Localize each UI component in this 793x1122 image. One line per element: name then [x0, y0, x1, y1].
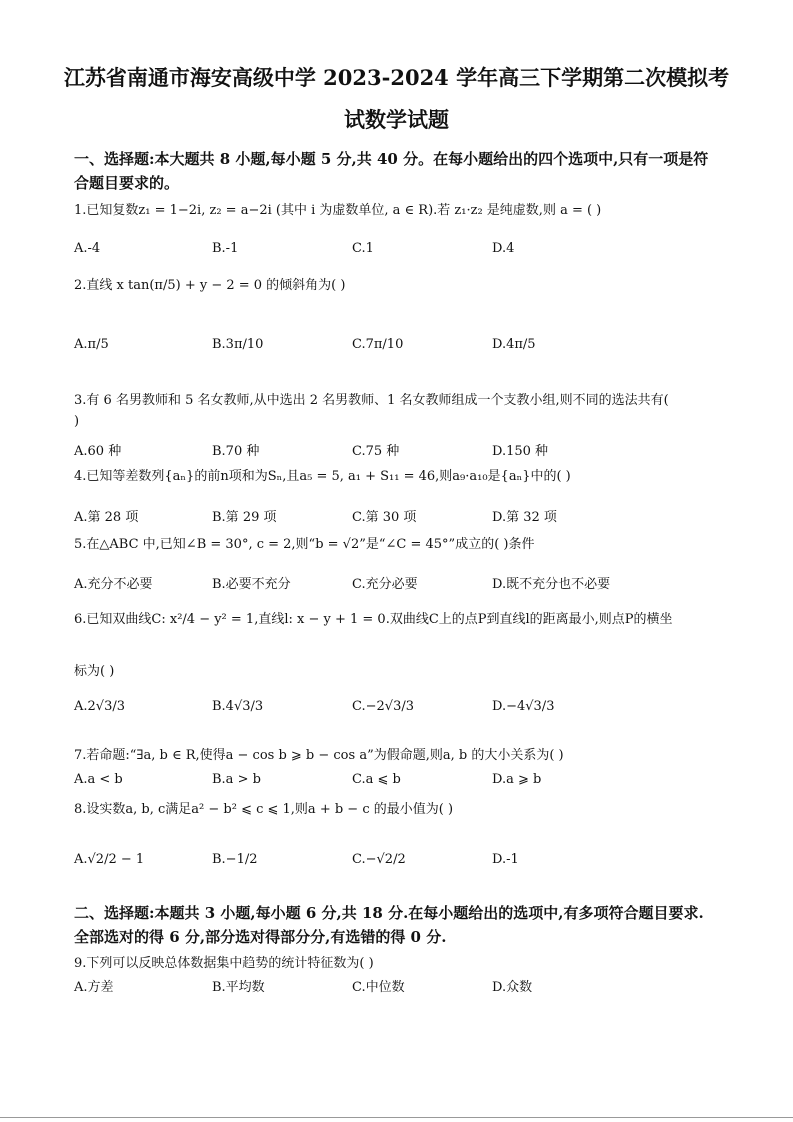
q9-option-c: C.中位数 — [352, 980, 405, 995]
question-4: 4.已知等差数列{aₙ}的前n项和为Sₙ,且a₅ = 5, a₁ + S₁₁ = 46,则a₉·a₁₀是{aₙ}中的( ) — [74, 469, 571, 484]
question-2: 2.直线 x tan(π/5) + y − 2 = 0 的倾斜角为( ) — [74, 278, 346, 293]
q1-option-a: A.-4 — [74, 241, 101, 256]
q3-option-c: C.75 种 — [352, 444, 400, 459]
page-title-line2: 试数学试题 — [344, 107, 449, 132]
section2-heading: 二、选择题:本题共 3 小题,每小题 6 分,共 18 分.在每小题给出的选项中,有多项符合题目要求. — [74, 904, 704, 922]
q4-option-c: C.第 30 项 — [352, 510, 417, 525]
q2-option-b: B.3π/10 — [212, 337, 264, 352]
section2-heading-line2: 全部选对的得 6 分,部分选对得部分分,有选错的得 0 分. — [74, 928, 447, 946]
question-6-line2: 标为( ) — [74, 664, 115, 679]
question-8: 8.设实数a, b, c满足a² − b² ⩽ c ⩽ 1,则a + b − c 的最小值为( ) — [74, 802, 454, 817]
q8-option-d: D.-1 — [492, 852, 519, 867]
page-title: 江苏省南通市海安高级中学 2023-2024 学年高三下学期第二次模拟考 — [63, 65, 730, 90]
q3-option-d: D.150 种 — [492, 444, 549, 459]
question-5: 5.在△ABC 中,已知∠B = 30°, c = 2,则“b = √2”是“∠C = 45°”成立的( )条件 — [74, 537, 535, 552]
q5-option-b: B.必要不充分 — [212, 577, 291, 592]
q5-option-a: A.充分不必要 — [74, 577, 153, 592]
question-9: 9.下列可以反映总体数据集中趋势的统计特征数为( ) — [74, 956, 374, 971]
q9-option-a: A.方差 — [74, 980, 114, 995]
q5-option-d: D.既不充分也不必要 — [492, 577, 611, 592]
q7-option-b: B.a > b — [212, 772, 261, 787]
q6-option-d: D.−4√3/3 — [492, 699, 555, 714]
q4-option-b: B.第 29 项 — [212, 510, 277, 525]
q2-option-a: A.π/5 — [74, 337, 109, 352]
q2-option-c: C.7π/10 — [352, 337, 404, 352]
q8-option-c: C.−√2/2 — [352, 852, 406, 867]
section1-heading: 一、选择题:本大题共 8 小题,每小题 5 分,共 40 分。在每小题给出的四个选项中,只有一项是符 — [74, 150, 709, 168]
q6-option-b: B.4√3/3 — [212, 699, 264, 714]
question-3: 3.有 6 名男教师和 5 名女教师,从中选出 2 名男教师、1 名女教师组成一个支教小组,则不同的选法共有( — [74, 393, 669, 408]
q4-option-a: A.第 28 项 — [74, 510, 139, 525]
question-3-line2: ) — [74, 414, 80, 429]
q3-option-a: A.60 种 — [74, 444, 122, 459]
q9-option-d: D.众数 — [492, 980, 533, 995]
q9-option-b: B.平均数 — [212, 980, 265, 995]
q8-option-a: A.√2/2 − 1 — [74, 852, 145, 867]
q7-option-c: C.a ⩽ b — [352, 772, 401, 787]
q5-option-c: C.充分必要 — [352, 577, 418, 592]
q7-option-d: D.a ⩾ b — [492, 772, 542, 787]
section1-heading-line2: 合题目要求的。 — [74, 174, 180, 192]
q6-option-c: C.−2√3/3 — [352, 699, 414, 714]
q1-option-c: C.1 — [352, 241, 374, 256]
question-7: 7.若命题:“∃a, b ∈ R,使得a − cos b ⩾ b − cos a”为假命题,则a, b 的大小关系为( ) — [74, 748, 564, 763]
q7-option-a: A.a < b — [74, 772, 123, 787]
question-6: 6.已知双曲线C: x²/4 − y² = 1,直线l: x − y + 1 = 0.双曲线C上的点P到直线l的距离最小,则点P的横坐 — [74, 612, 673, 627]
q2-option-d: D.4π/5 — [492, 337, 536, 352]
q4-option-d: D.第 32 项 — [492, 510, 557, 525]
q1-option-d: D.4 — [492, 241, 515, 256]
q6-option-a: A.2√3/3 — [74, 699, 125, 714]
q1-option-b: B.-1 — [212, 241, 239, 256]
page-bottom-rule — [0, 1117, 793, 1118]
q3-option-b: B.70 种 — [212, 444, 260, 459]
q8-option-b: B.−1/2 — [212, 852, 258, 867]
question-1: 1.已知复数z₁ = 1−2i, z₂ = a−2i (其中 i 为虚数单位, a ∈ R).若 z₁·z₂ 是纯虚数,则 a = ( ) — [74, 203, 602, 218]
